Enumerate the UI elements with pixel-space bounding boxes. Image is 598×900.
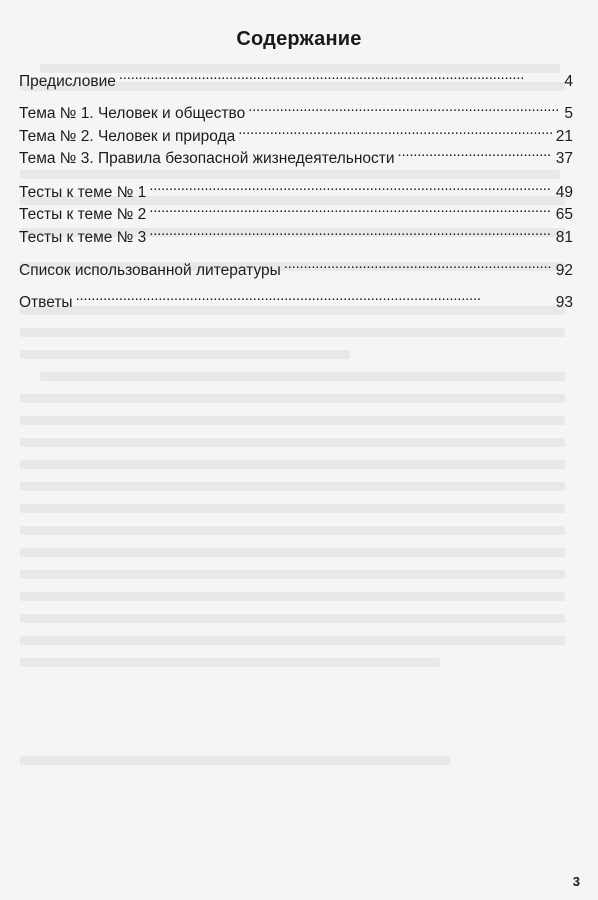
- toc-leader-dots: [149, 175, 551, 197]
- page-number: 3: [572, 874, 580, 889]
- toc-entry-tests-1[interactable]: [19, 175, 573, 201]
- toc-entry-topic-2[interactable]: [19, 119, 573, 145]
- toc-entry-page: 5: [564, 105, 573, 122]
- toc-leader-dots: [149, 220, 551, 242]
- toc-entry-preface[interactable]: [19, 64, 573, 90]
- toc-entry-page: 49: [555, 184, 573, 201]
- toc-entry-topic-1[interactable]: [19, 96, 573, 122]
- toc-entry-label: Список использованной литературы: [19, 262, 281, 279]
- toc-entry-label: Предисловие: [19, 73, 116, 90]
- toc-entry-label: Ответы: [19, 294, 73, 311]
- toc-entry-label: Тесты к теме № 2: [19, 206, 147, 223]
- page-title: Содержание: [236, 28, 362, 50]
- toc-entry-label: Тема № 3. Правила безопасной жизнедеятельности: [19, 150, 395, 167]
- toc-entry-label: Тесты к теме № 3: [19, 229, 147, 246]
- toc-entry-tests-2[interactable]: [19, 197, 573, 223]
- toc-entry-page: 65: [555, 206, 573, 223]
- toc-entry-page: 93: [555, 294, 573, 311]
- toc-leader-dots: [119, 64, 561, 86]
- toc-leader-dots: [284, 253, 552, 275]
- toc-entry-label: Тесты к теме № 1: [19, 184, 147, 201]
- toc-entry-answers[interactable]: [19, 285, 573, 311]
- toc-entry-page: 21: [555, 128, 573, 145]
- toc-leader-dots: [248, 96, 560, 118]
- toc-entry-page: 92: [555, 262, 573, 279]
- toc-entry-tests-3[interactable]: [19, 220, 573, 246]
- toc-entry-label: Тема № 1. Человек и общество: [19, 105, 246, 122]
- toc-entry-page: 81: [555, 229, 573, 246]
- toc-entry-page: 37: [555, 150, 573, 167]
- toc-leader-dots: [149, 197, 551, 219]
- toc-entry-references[interactable]: [19, 253, 573, 279]
- toc-leader-dots: [238, 119, 552, 141]
- toc-leader-dots: [398, 141, 552, 163]
- toc-entry-topic-3[interactable]: [19, 141, 573, 167]
- toc-leader-dots: [76, 285, 552, 307]
- toc-entry-page: 4: [564, 73, 573, 90]
- toc-entry-label: Тема № 2. Человек и природа: [19, 128, 236, 145]
